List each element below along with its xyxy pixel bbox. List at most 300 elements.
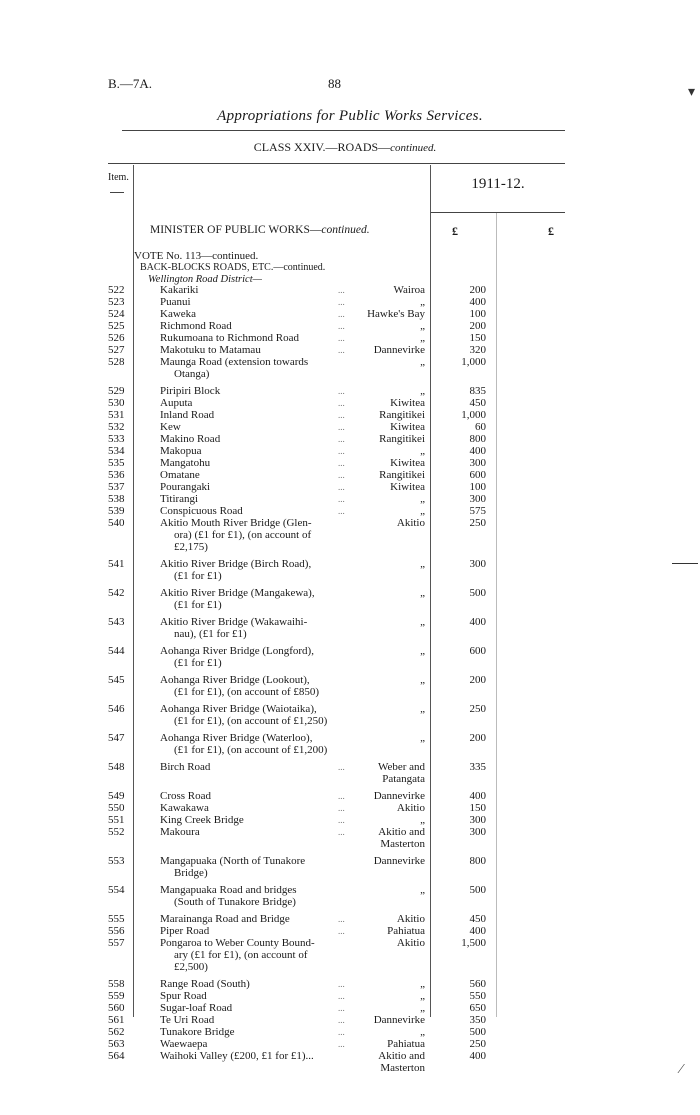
amount: 800 xyxy=(469,855,486,867)
district-line: Akitio xyxy=(396,913,425,925)
electoral-district xyxy=(330,445,425,457)
leader-dots: ... xyxy=(338,1015,345,1025)
electoral-district xyxy=(330,732,425,744)
item-number: 556 xyxy=(108,925,125,937)
leader-dots: ... xyxy=(338,914,345,924)
district-line: „ xyxy=(420,703,425,715)
item-number: 531 xyxy=(108,409,125,421)
description-line: Titirangi xyxy=(160,493,199,505)
description-line: Kew xyxy=(160,421,181,433)
item-number: 545 xyxy=(108,674,125,686)
item-number: 555 xyxy=(108,913,125,925)
leader-dots: ... xyxy=(338,506,345,516)
district-line: „ xyxy=(420,814,425,826)
electoral-district xyxy=(330,855,425,867)
district-line: „ xyxy=(420,978,425,990)
electoral-district xyxy=(330,913,425,925)
amount: 250 xyxy=(469,517,486,529)
description-line: Mangapuaka (North of Tunakore xyxy=(160,855,306,867)
table-row xyxy=(0,332,700,344)
pound-sign: £ xyxy=(452,224,458,238)
description-line: (£1 for £1), (on account of £1,200) xyxy=(174,744,328,756)
district-line: „ xyxy=(420,558,425,570)
item-number: 547 xyxy=(108,732,125,744)
leader-dots: ... xyxy=(338,386,345,396)
document-reference: B.—7A. xyxy=(108,76,153,91)
table-row xyxy=(0,344,700,356)
item-number: 528 xyxy=(108,356,125,368)
district-line: Hawke's Bay xyxy=(367,308,425,320)
leader-dots: ... xyxy=(338,1039,345,1049)
leader-dots: ... xyxy=(338,321,345,331)
table-row xyxy=(0,320,700,332)
electoral-district xyxy=(330,587,425,599)
description-line: ora) (£1 for £1), (on account of xyxy=(174,529,312,541)
amount: 1,500 xyxy=(461,937,486,949)
table-row xyxy=(0,925,700,937)
table-row xyxy=(0,937,700,978)
table-row xyxy=(0,296,700,308)
electoral-district xyxy=(330,433,425,445)
item-number: 532 xyxy=(108,421,125,433)
district-line: Wairoa xyxy=(393,284,425,296)
table-row xyxy=(0,469,700,481)
leader-dots: ... xyxy=(338,762,345,772)
table-row xyxy=(0,616,700,645)
leader-dots: ... xyxy=(338,345,345,355)
district-line: Akitio and xyxy=(378,1050,425,1062)
description-line: Spur Road xyxy=(160,990,207,1002)
electoral-district xyxy=(330,884,425,896)
district-line: „ xyxy=(420,385,425,397)
electoral-district xyxy=(330,344,425,356)
amount: 500 xyxy=(469,1026,486,1038)
amount: 400 xyxy=(469,925,486,937)
table-row xyxy=(0,855,700,884)
electoral-district xyxy=(330,703,425,715)
amount: 200 xyxy=(469,732,486,744)
electoral-district xyxy=(330,308,425,320)
electoral-district xyxy=(330,925,425,937)
district-line: Akitio xyxy=(396,517,425,529)
district-line: Pahiatua xyxy=(387,1038,425,1050)
table-row xyxy=(0,1026,700,1038)
amount: 560 xyxy=(469,978,486,990)
class-heading-main: CLASS XXIV.—ROADS— xyxy=(253,140,391,154)
description-line: Omatane xyxy=(160,469,200,481)
district-line: Dannevirke xyxy=(373,855,425,867)
district-line: „ xyxy=(420,332,425,344)
amount: 300 xyxy=(469,493,486,505)
item-number: 553 xyxy=(108,855,125,867)
table-row xyxy=(0,802,700,814)
leader-dots: ... xyxy=(338,494,345,504)
electoral-district xyxy=(330,481,425,493)
leader-dots: ... xyxy=(338,398,345,408)
table-row xyxy=(0,978,700,990)
electoral-district xyxy=(330,1014,425,1026)
amount: 400 xyxy=(469,616,486,628)
description-line: £2,175) xyxy=(174,541,208,553)
description-line: (£1 for £1) xyxy=(174,657,222,669)
amount: 800 xyxy=(469,433,486,445)
item-number: 529 xyxy=(108,385,125,397)
minister-heading xyxy=(150,224,370,236)
district-line: Pahiatua xyxy=(387,925,425,937)
district-line: „ xyxy=(420,445,425,457)
district-line: Dannevirke xyxy=(373,790,425,802)
description-line: Waihoki Valley (£200, £1 for £1)... xyxy=(160,1050,314,1062)
amount: 60 xyxy=(475,421,486,433)
table-row xyxy=(0,397,700,409)
leader-dots: ... xyxy=(338,827,345,837)
electoral-district xyxy=(330,937,425,949)
item-number: 536 xyxy=(108,469,125,481)
electoral-district xyxy=(330,802,425,814)
item-number: 539 xyxy=(108,505,125,517)
leader-dots: ... xyxy=(338,482,345,492)
table-row xyxy=(0,284,700,296)
leader-dots: ... xyxy=(338,458,345,468)
district-line: Kiwitea xyxy=(390,481,425,493)
district-line: Kiwitea xyxy=(390,457,425,469)
description-line: Akitio Mouth River Bridge (Glen- xyxy=(160,517,312,529)
description-line: (South of Tunakore Bridge) xyxy=(174,896,296,908)
description-line: Aohanga River Bridge (Lookout), xyxy=(160,674,310,686)
item-number: 564 xyxy=(108,1050,125,1062)
page-title: Appropriations for Public Works Services. xyxy=(217,108,483,124)
item-number: 542 xyxy=(108,587,125,599)
electoral-district xyxy=(330,645,425,657)
description-line: Waewaepa xyxy=(160,1038,208,1050)
electoral-district xyxy=(330,517,425,529)
amount: 200 xyxy=(469,284,486,296)
amount: 150 xyxy=(469,332,486,344)
table-row xyxy=(0,1014,700,1026)
table-row xyxy=(0,761,700,790)
amount: 400 xyxy=(469,296,486,308)
table-row xyxy=(0,884,700,913)
electoral-district xyxy=(330,397,425,409)
district-line: „ xyxy=(420,674,425,686)
description-line: (£1 for £1) xyxy=(174,570,222,582)
amount: 400 xyxy=(469,1050,486,1062)
amount: 500 xyxy=(469,884,486,896)
scan-mark: ⁄ xyxy=(680,1062,683,1077)
district-line: „ xyxy=(420,990,425,1002)
district-line: „ xyxy=(420,616,425,628)
amount: 300 xyxy=(469,814,486,826)
leader-dots: ... xyxy=(338,470,345,480)
description-line: ary (£1 for £1), (on account of xyxy=(174,949,308,961)
table-row xyxy=(0,308,700,320)
district-line: „ xyxy=(420,493,425,505)
leader-dots: ... xyxy=(338,791,345,801)
class-heading xyxy=(0,140,690,155)
electoral-district xyxy=(330,320,425,332)
leader-dots: ... xyxy=(338,1003,345,1013)
electoral-district xyxy=(330,761,425,785)
electoral-district xyxy=(330,1026,425,1038)
description-line: Makopua xyxy=(160,445,202,457)
electoral-district xyxy=(330,385,425,397)
item-number: 526 xyxy=(108,332,125,344)
description-line: Makoura xyxy=(160,826,200,838)
item-number: 551 xyxy=(108,814,125,826)
table-row xyxy=(0,493,700,505)
item-number: 523 xyxy=(108,296,125,308)
item-number: 544 xyxy=(108,645,125,657)
divider xyxy=(122,130,565,131)
district-line: Rangitikei xyxy=(379,409,425,421)
electoral-district xyxy=(330,990,425,1002)
electoral-district xyxy=(330,296,425,308)
item-number: 533 xyxy=(108,433,125,445)
amount: 200 xyxy=(469,674,486,686)
class-heading-continued: continued. xyxy=(390,142,437,154)
description-line: Akitio River Bridge (Mangakewa), xyxy=(160,587,315,599)
district-line: Weber and xyxy=(377,761,425,773)
amount: 600 xyxy=(469,469,486,481)
item-number: 527 xyxy=(108,344,125,356)
district-line: „ xyxy=(420,645,425,657)
leader-dots: ... xyxy=(338,991,345,1001)
item-number: 548 xyxy=(108,761,125,773)
item-number: 552 xyxy=(108,826,125,838)
electoral-district xyxy=(330,332,425,344)
item-number: 541 xyxy=(108,558,125,570)
table-top-rule xyxy=(108,163,565,164)
item-number: 543 xyxy=(108,616,125,628)
section-heading: BACK-BLOCKS ROADS, ETC.—continued. xyxy=(140,262,326,273)
district-line: Rangitikei xyxy=(379,433,425,445)
table-row xyxy=(0,457,700,469)
year-column-header: 1911-12. xyxy=(471,176,525,192)
district-line: Masterton xyxy=(380,1062,425,1074)
electoral-district xyxy=(330,505,425,517)
table-row xyxy=(0,385,700,397)
table-row xyxy=(0,674,700,703)
item-number: 525 xyxy=(108,320,125,332)
description-line: Richmond Road xyxy=(160,320,232,332)
divider xyxy=(110,192,124,193)
amount: 650 xyxy=(469,1002,486,1014)
description-line: Pongaroa to Weber County Bound- xyxy=(160,937,315,949)
description-line: Mangapuaka Road and bridges xyxy=(160,884,297,896)
description-line: Pourangaki xyxy=(160,481,211,493)
item-number: 537 xyxy=(108,481,125,493)
leader-dots: ... xyxy=(338,803,345,813)
table-row xyxy=(0,421,700,433)
description-line: Inland Road xyxy=(160,409,215,421)
description-line: King Creek Bridge xyxy=(160,814,244,826)
electoral-district xyxy=(330,469,425,481)
electoral-district xyxy=(330,978,425,990)
item-number: 559 xyxy=(108,990,125,1002)
table-row xyxy=(0,645,700,674)
item-number: 524 xyxy=(108,308,125,320)
amount: 300 xyxy=(469,826,486,838)
table-row xyxy=(0,1038,700,1050)
district-line: „ xyxy=(420,356,425,368)
amount: 575 xyxy=(469,505,486,517)
electoral-district xyxy=(330,558,425,570)
electoral-district xyxy=(330,616,425,628)
leader-dots: ... xyxy=(338,926,345,936)
amount: 250 xyxy=(469,1038,486,1050)
item-number: 549 xyxy=(108,790,125,802)
table-row xyxy=(0,587,700,616)
table-row xyxy=(0,558,700,587)
item-column-header: Item. xyxy=(108,172,129,183)
district-heading: Wellington Road District— xyxy=(148,274,262,285)
description-line: Te Uri Road xyxy=(160,1014,215,1026)
description-line: Makotuku to Matamau xyxy=(160,344,261,356)
district-line: Kiwitea xyxy=(390,397,425,409)
description-line: nau), (£1 for £1) xyxy=(174,628,247,640)
table-row xyxy=(0,814,700,826)
minister-heading-continued: continued. xyxy=(321,224,370,236)
description-line: Mangatohu xyxy=(160,457,211,469)
page-number: 88 xyxy=(328,76,341,91)
district-line: Akitio xyxy=(396,937,425,949)
electoral-district xyxy=(330,284,425,296)
description-line: Akitio River Bridge (Birch Road), xyxy=(160,558,312,570)
leader-dots: ... xyxy=(338,422,345,432)
leader-dots: ... xyxy=(338,285,345,295)
description-line: Rukumoana to Richmond Road xyxy=(160,332,300,344)
district-line: „ xyxy=(420,732,425,744)
leader-dots: ... xyxy=(338,815,345,825)
description-line: Aohanga River Bridge (Longford), xyxy=(160,645,314,657)
leader-dots: ... xyxy=(338,434,345,444)
item-number: 561 xyxy=(108,1014,125,1026)
district-line: Dannevirke xyxy=(373,1014,425,1026)
district-line: „ xyxy=(420,587,425,599)
district-line: Patangata xyxy=(382,773,425,785)
table-row xyxy=(0,481,700,493)
amount: 450 xyxy=(469,397,486,409)
table-row xyxy=(0,703,700,732)
description-line: Cross Road xyxy=(160,790,212,802)
item-number: 546 xyxy=(108,703,125,715)
electoral-district xyxy=(330,1038,425,1050)
description-line: Puanui xyxy=(160,296,191,308)
description-line: Kaweka xyxy=(160,308,197,320)
district-line: Rangitikei xyxy=(379,469,425,481)
district-line: Dannevirke xyxy=(373,344,425,356)
amount: 300 xyxy=(469,558,486,570)
item-number: 562 xyxy=(108,1026,125,1038)
description-line: Marainanga Road and Bridge xyxy=(160,913,290,925)
district-line: „ xyxy=(420,1002,425,1014)
district-line: „ xyxy=(420,296,425,308)
table-row xyxy=(0,433,700,445)
electoral-district xyxy=(330,674,425,686)
table-row xyxy=(0,445,700,457)
item-number: 563 xyxy=(108,1038,125,1050)
leader-dots: ... xyxy=(338,1027,345,1037)
electoral-district xyxy=(330,1050,425,1074)
amount: 400 xyxy=(469,790,486,802)
amount: 350 xyxy=(469,1014,486,1026)
amount: 250 xyxy=(469,703,486,715)
electoral-district xyxy=(330,493,425,505)
description-line: Kawakawa xyxy=(160,802,209,814)
item-number: 534 xyxy=(108,445,125,457)
table-row xyxy=(0,732,700,761)
description-line: Birch Road xyxy=(160,761,211,773)
electoral-district xyxy=(330,826,425,850)
appropriations-table xyxy=(0,284,700,1079)
amount: 600 xyxy=(469,645,486,657)
table-row xyxy=(0,790,700,802)
vote-heading: VOTE No. 113—continued. xyxy=(134,250,259,262)
description-line: (£1 for £1) xyxy=(174,599,222,611)
description-line: Conspicuous Road xyxy=(160,505,243,517)
scan-mark: ▾ xyxy=(688,85,696,100)
electoral-district xyxy=(330,790,425,802)
district-line: „ xyxy=(420,1026,425,1038)
item-number: 550 xyxy=(108,802,125,814)
table-row xyxy=(0,517,700,558)
leader-dots: ... xyxy=(338,309,345,319)
district-line: „ xyxy=(420,320,425,332)
description-line: Akitio River Bridge (Wakawaihi- xyxy=(160,616,308,628)
electoral-district xyxy=(330,814,425,826)
description-line: Otanga) xyxy=(174,368,210,380)
item-number: 540 xyxy=(108,517,125,529)
description-line: Auputa xyxy=(160,397,193,409)
leader-dots: ... xyxy=(338,979,345,989)
description-line: Piper Road xyxy=(160,925,210,937)
table-row xyxy=(0,913,700,925)
scan-mark xyxy=(672,563,698,564)
electoral-district xyxy=(330,457,425,469)
amount: 550 xyxy=(469,990,486,1002)
amount: 200 xyxy=(469,320,486,332)
description-line: £2,500) xyxy=(174,961,208,973)
description-line: (£1 for £1), (on account of £850) xyxy=(174,686,320,698)
year-header-rule xyxy=(430,212,565,213)
description-line: Tunakore Bridge xyxy=(160,1026,235,1038)
electoral-district xyxy=(330,356,425,368)
description-line: Maunga Road (extension towards xyxy=(160,356,309,368)
table-row xyxy=(0,1050,700,1079)
description-line: Aohanga River Bridge (Waiotaika), xyxy=(160,703,317,715)
table-row xyxy=(0,990,700,1002)
amount: 335 xyxy=(469,761,486,773)
district-line: „ xyxy=(420,884,425,896)
item-number: 538 xyxy=(108,493,125,505)
leader-dots: ... xyxy=(338,446,345,456)
description-line: Sugar-loaf Road xyxy=(160,1002,233,1014)
item-number: 560 xyxy=(108,1002,125,1014)
electoral-district xyxy=(330,421,425,433)
amount: 450 xyxy=(469,913,486,925)
amount: 835 xyxy=(469,385,486,397)
district-line: Kiwitea xyxy=(390,421,425,433)
amount: 300 xyxy=(469,457,486,469)
description-line: Makino Road xyxy=(160,433,221,445)
item-number: 554 xyxy=(108,884,125,896)
description-line: (£1 for £1), (on account of £1,250) xyxy=(174,715,328,727)
district-line: Akitio xyxy=(396,802,425,814)
electoral-district xyxy=(330,1002,425,1014)
item-number: 557 xyxy=(108,937,125,949)
district-line: Akitio and xyxy=(378,826,425,838)
item-number: 558 xyxy=(108,978,125,990)
